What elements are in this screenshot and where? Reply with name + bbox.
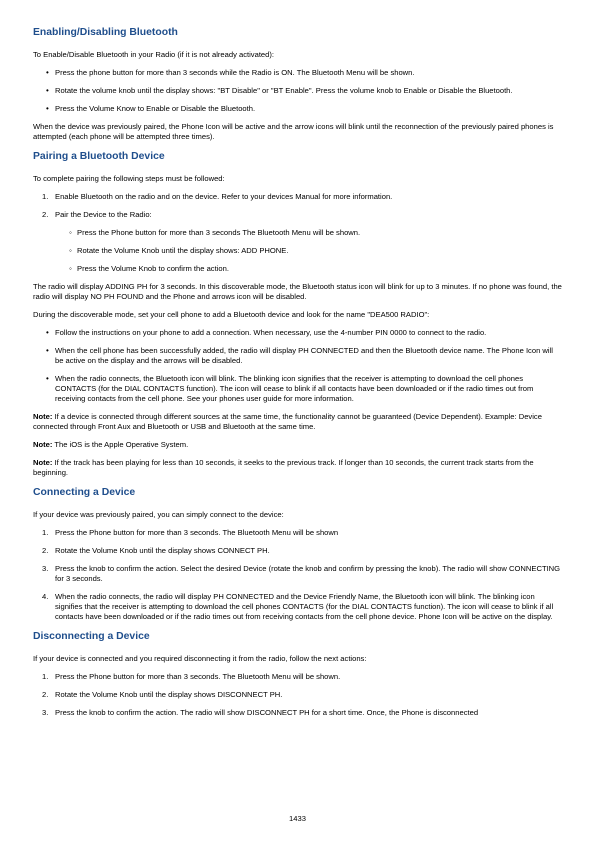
numbered-list (33, 672, 563, 718)
sub-list-item: ◦ Press the Volume Knob to confirm the action. (55, 264, 563, 274)
note-paragraph (33, 458, 563, 478)
paragraph: During the discoverable mode, set your cell phone to add a Bluetooth device and look for the name "DEA500 RADIO": (33, 310, 430, 319)
list-item: 2. Pair the Device to the Radio: ◦ Press the Phone button for more than 3 seconds The Bluetooth Menu will be shown. ◦ Rotate the Volume Knob until the display shows: ADD PHONE. ◦ Press the Volume Knob to confirm the action. (33, 210, 563, 274)
sub-list-item: ◦ Rotate the Volume Knob until the display shows: ADD PHONE. (55, 246, 563, 256)
step-text: Enable Bluetooth on the radio and on the device. Refer to your devices Manual for more information. (55, 192, 393, 201)
note-label: Note: (33, 412, 53, 421)
step-text: Pair the Device to the Radio: (55, 210, 152, 219)
heading-disconnecting-device: Disconnecting a Device (33, 631, 150, 642)
page-number: 1433 (289, 814, 306, 823)
step-text: When the radio connects, the radio will display PH CONNECTED and the Device Friendly Name, the Bluetooth icon will blink. The blinking icon signifies that the receiver is attempting to download the cell phones CONTACTS (for the DIAL CONTACTS function). The icon will cease to blink if all contacts have been downloaded or if the radio times out from receiving contacts from the cell phone device. Phone Icon will be active on the display. (55, 592, 554, 621)
sub-list-item: ◦ Press the Phone button for more than 3 seconds The Bluetooth Menu will be shown. (55, 228, 563, 238)
bullet-list (33, 328, 563, 404)
paragraph: The radio will display ADDING PH for 3 seconds. In this discoverable mode, the Bluetooth status icon will blink for up to 3 minutes. If no phone was found, the radio will display NO PH FOUND and the Phone and arrows icon will be disabled. (33, 282, 562, 301)
note-text: If the track has been playing for less than 10 seconds, it seeks to the previous track. If longer than 10 seconds, the current track starts from the beginning. (33, 458, 534, 477)
list-item: 3. Press the knob to confirm the action. Select the desired Device (rotate the knob and confirm by pressing the knob). The radio will show CONNECTING for 3 seconds. (42, 564, 561, 583)
list-item: 2. Rotate the Volume Knob until the display shows CONNECT PH. (42, 546, 270, 555)
paragraph: If your device is connected and you required disconnecting it from the radio, follow the next actions: (33, 654, 367, 663)
note-paragraph (33, 440, 563, 450)
note-label: Note: (33, 458, 53, 467)
list-item: 1. Press the Phone button for more than 3 seconds. The Bluetooth Menu will be shown (42, 528, 339, 537)
step-text: Press the knob to confirm the action. The radio will show DISCONNECT PH for a short time. Once, the Phone is disconnected (55, 708, 479, 717)
list-item: 1. Press the Phone button for more than 3 seconds. The Bluetooth Menu will be shown. (42, 672, 341, 681)
page-content (33, 26, 563, 726)
step-text: Press the knob to confirm the action. Select the desired Device (rotate the knob and confirm by pressing the knob). The radio will show CONNECTING for 3 seconds. (55, 564, 561, 583)
numbered-list (33, 528, 563, 622)
paragraph: When the device was previously paired, the Phone Icon will be active and the arrow icons will blink until the reconnection of the previously paired phones is attempted (each phone will be attempted three times). (33, 122, 554, 141)
heading-pairing-bluetooth-device: Pairing a Bluetooth Device (33, 151, 165, 162)
paragraph: To complete pairing the following steps must be followed: (33, 174, 225, 183)
list-item: 3. Press the knob to confirm the action. The radio will show DISCONNECT PH for a short time. Once, the Phone is disconnected (42, 708, 479, 717)
list-item: • Follow the instructions on your phone to add a connection. When necessary, use the 4-number PIN 0000 to connect to the radio. (33, 328, 563, 338)
note-text: If a device is connected through different sources at the same time, the functionality cannot be guaranteed (Device Dependent). Example: Device connected through Front Aux and Bluetooth or USB and Bluetooth at the same time. (33, 412, 542, 431)
list-item: • Rotate the volume knob until the display shows: "BT Disable" or "BT Enable". Press the volume knob to Enable or Disable the Bluetooth. (33, 86, 563, 96)
list-item: 4. When the radio connects, the radio will display PH CONNECTED and the Device Friendly Name, the Bluetooth icon will blink. The blinking icon signifies that the receiver is attempting to download the cell phones CONTACTS (for the DIAL CONTACTS function). The icon will cease to blink if all contacts have been downloaded or if the radio times out from receiving contacts from the cell phone device. Phone Icon will be active on the display. (42, 592, 554, 621)
note-paragraph (33, 412, 563, 432)
numbered-list (33, 192, 563, 274)
step-text: Press the Phone button for more than 3 seconds. The Bluetooth Menu will be shown (55, 528, 339, 537)
list-item: • Press the phone button for more than 3 seconds while the Radio is ON. The Bluetooth Menu will be shown. (33, 68, 563, 78)
step-text: Press the Phone button for more than 3 seconds. The Bluetooth Menu will be shown. (55, 672, 341, 681)
paragraph: If your device was previously paired, you can simply connect to the device: (33, 510, 284, 519)
heading-enabling-disabling-bluetooth: Enabling/Disabling Bluetooth (33, 27, 178, 38)
paragraph: To Enable/Disable Bluetooth in your Radio (if it is not already activated): (33, 50, 275, 59)
list-item: • When the cell phone has been successfully added, the radio will display PH CONNECTED and then the Bluetooth device name. The Phone Icon will be active on the display and the arrows will be disabled. (33, 346, 563, 366)
list-item: 1. Enable Bluetooth on the radio and on the device. Refer to your devices Manual for more information. (42, 192, 393, 201)
note-label: Note: (33, 440, 53, 449)
bullet-list (33, 68, 563, 114)
step-text: Rotate the Volume Knob until the display shows CONNECT PH. (55, 546, 270, 555)
sub-list (55, 228, 563, 274)
list-item: • When the radio connects, the Bluetooth icon will blink. The blinking icon signifies that the receiver is attempting to download the cell phones CONTACTS (for the DIAL CONTACTS function). The icon will cease to blink if all contacts have been downloaded or if the radio times out from receiving contacts from the cell phone. See your phones user guide for more information. (33, 374, 563, 404)
list-item: • Press the Volume Know to Enable or Disable the Bluetooth. (33, 104, 563, 114)
step-text: Rotate the Volume Knob until the display shows DISCONNECT PH. (55, 690, 283, 699)
heading-connecting-device: Connecting a Device (33, 487, 136, 498)
note-text: The iOS is the Apple Operative System. (52, 440, 189, 449)
list-item: 2. Rotate the Volume Knob until the display shows DISCONNECT PH. (42, 690, 283, 699)
